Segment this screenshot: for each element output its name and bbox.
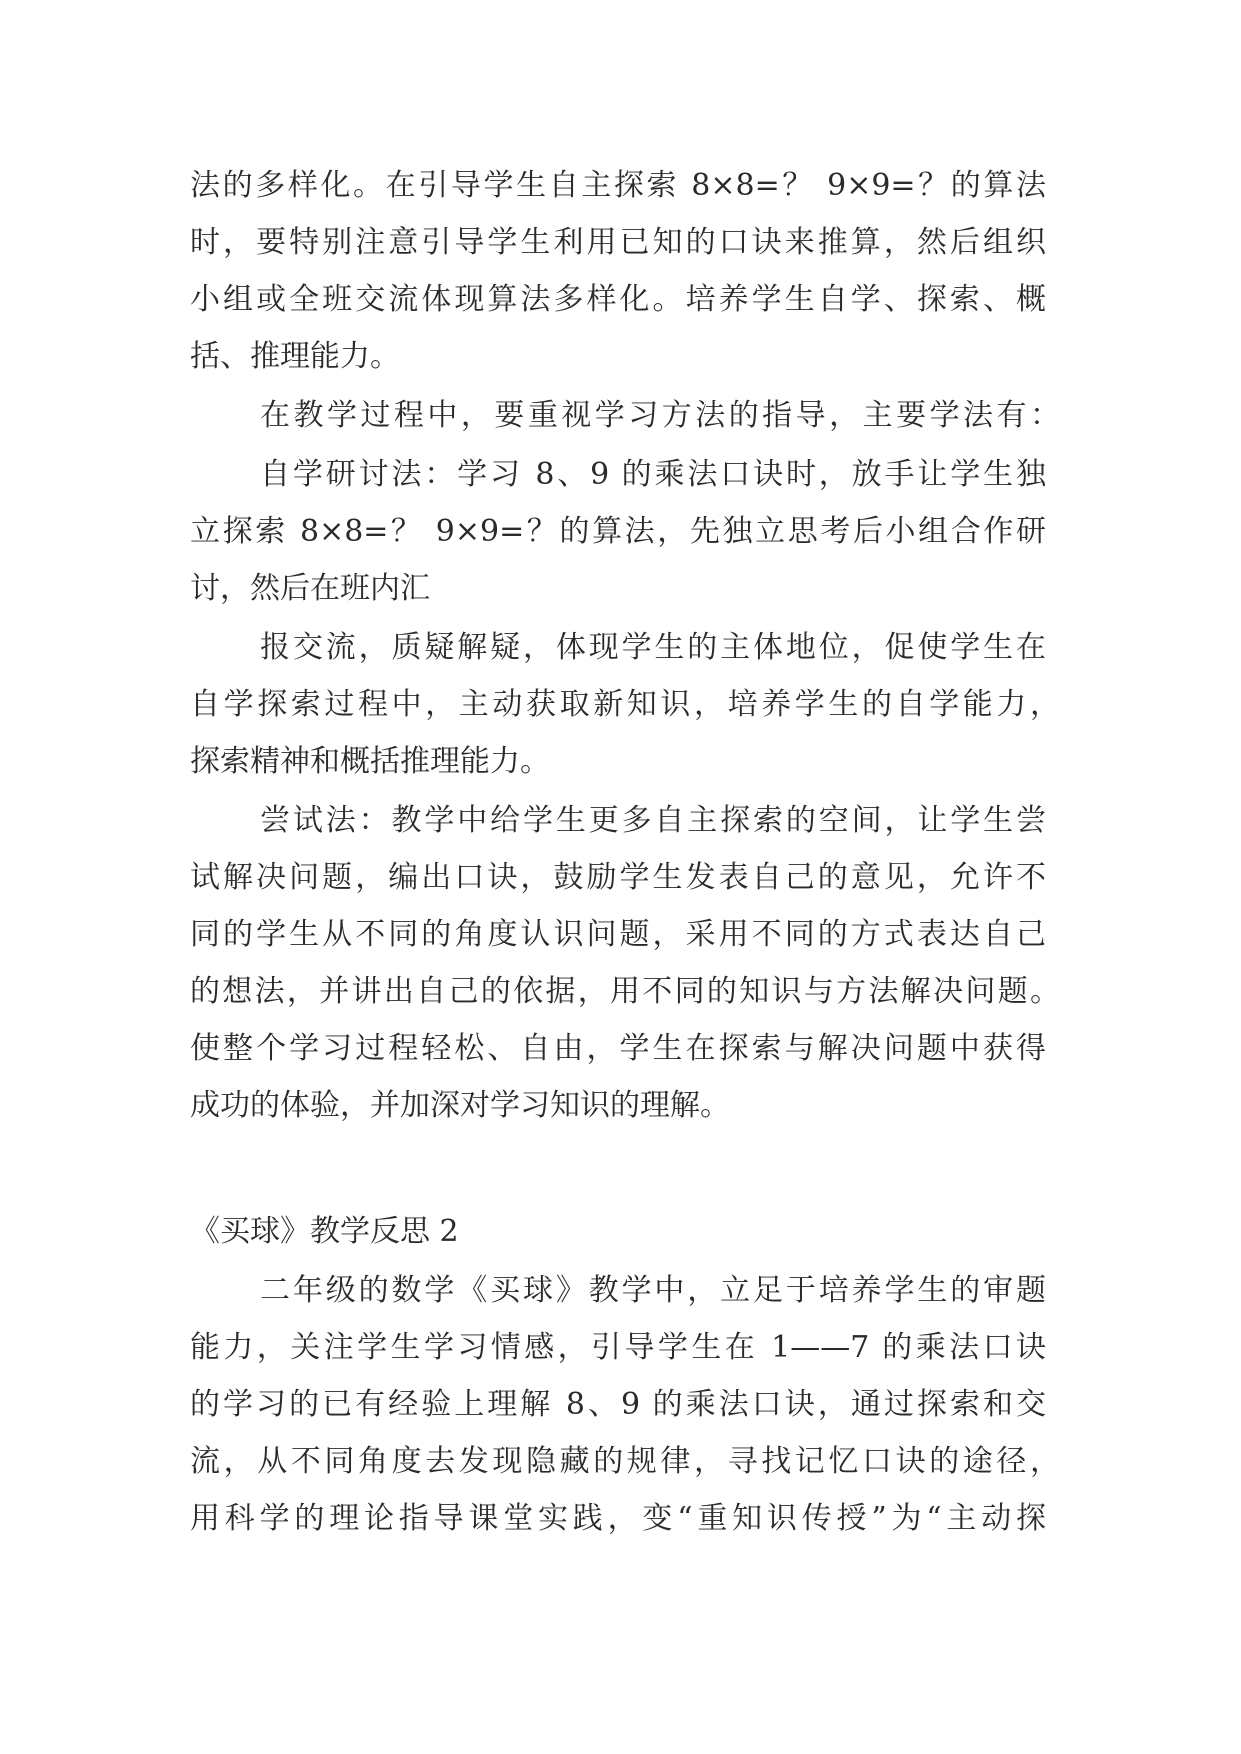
text-line: 法的多样化。在引导学生自主探索 8×8=？ 9×9=？的算法: [190, 168, 1046, 203]
text-line: 流，从不同角度去发现隐藏的规律，寻找记忆口诀的途径，: [190, 1444, 1060, 1479]
text-line: 小组或全班交流体现算法多样化。培养学生自学、探索、概: [190, 282, 1046, 317]
text-line: 同的学生从不同的角度认识问题，采用不同的方式表达自己: [190, 917, 1046, 952]
text-line: 立探索 8×8=？ 9×9=？的算法，先独立思考后小组合作研: [190, 514, 1046, 549]
text-line: 试解决问题，编出口诀，鼓励学生发表自己的意见，允许不: [190, 860, 1046, 895]
text-line: 在教学过程中，要重视学习方法的指导，主要学法有：: [260, 398, 1060, 433]
text-line: 自学探索过程中，主动获取新知识，培养学生的自学能力，: [190, 687, 1060, 722]
text-line: 括、推理能力。: [190, 339, 400, 374]
section-title: 《买球》教学反思 2: [190, 1214, 459, 1249]
text-line: 的想法，并讲出自己的依据，用不同的知识与方法解决问题。: [190, 974, 1060, 1009]
text-line: 二年级的数学《买球》教学中，立足于培养学生的审题: [260, 1273, 1046, 1308]
text-line: 使整个学习过程轻松、自由，学生在探索与解决问题中获得: [190, 1031, 1046, 1066]
text-line: 讨，然后在班内汇: [190, 571, 430, 606]
text-line: 探索精神和概括推理能力。: [190, 744, 550, 779]
text-line: 自学研讨法：学习 8、9 的乘法口诀时，放手让学生独: [260, 457, 1046, 492]
text-line: 能力，关注学生学习情感，引导学生在 1——7 的乘法口诀: [190, 1330, 1046, 1365]
text-line: 尝试法：教学中给学生更多自主探索的空间，让学生尝: [260, 803, 1046, 838]
text-line: 的学习的已有经验上理解 8、9 的乘法口诀，通过探索和交: [190, 1387, 1046, 1422]
text-line: 时，要特别注意引导学生利用已知的口诀来推算，然后组织: [190, 225, 1046, 260]
text-line: 用科学的理论指导课堂实践，变“重知识传授”为“主动探: [190, 1501, 1046, 1536]
text-line: 成功的体验，并加深对学习知识的理解。: [190, 1088, 730, 1123]
text-line: 报交流，质疑解疑，体现学生的主体地位，促使学生在: [260, 630, 1046, 665]
